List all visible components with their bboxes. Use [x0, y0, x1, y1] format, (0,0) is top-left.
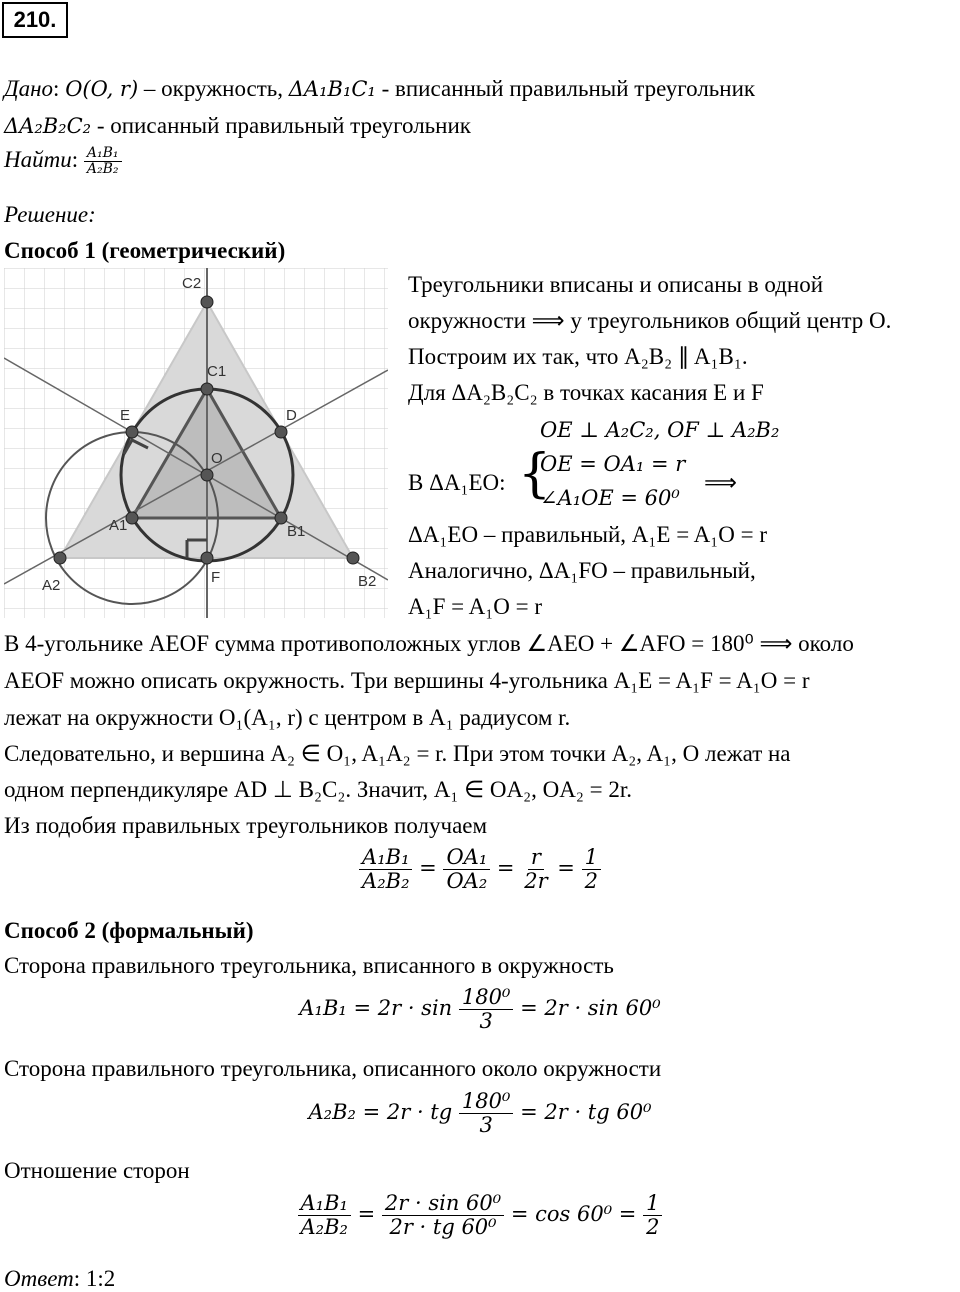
m2-eq2-num: 180⁰: [459, 1090, 514, 1114]
point-d: [275, 426, 287, 438]
m1-text-4: OE ⊥ A₂C₂, OF ⊥ A₂B₂: [540, 418, 780, 442]
m1-text-10: Аналогично, ΔA₁FO – правильный,: [408, 558, 756, 583]
point-c1: [201, 383, 213, 395]
fig-label-e: E: [120, 407, 131, 424]
solution-label-text: Решение: [4, 202, 89, 227]
m1-text-5: В ΔA₁EO:: [408, 470, 506, 495]
m2-eq1-lhs: A₁B₁ = 2r · sin: [299, 996, 453, 1021]
find-fraction: [84, 146, 122, 178]
m2-eq2-den: 3: [479, 1113, 493, 1138]
given-inscribed-desc: - вписанный правильный треугольник: [381, 76, 756, 101]
fig-label-f: F: [211, 569, 221, 586]
system-brace: {: [518, 444, 552, 504]
find-line: Найти: $\frac{\text{A₁B₁}}{\text{A₂B₂}}$: [4, 146, 122, 178]
m2-line-3: Отношение сторон: [4, 1158, 190, 1183]
fig-label-a1: A1: [109, 517, 128, 534]
m2-equation-1: [0, 986, 960, 1033]
m2-eq1-rhs: = 2r · sin 60⁰: [520, 996, 661, 1021]
m1-text-2: Построим их так, что A₂B₂ ∥ A₁B₁.: [408, 344, 748, 369]
m2-equation-3: $\frac{\text{A₁B₁}}{\text{A₂B₂}}$ = $\frac{\text{2r · sin 60⁰}}{\text{2r · tg 60⁰}}$ = cos 60⁰ = $\frac{1}{2}$: [0, 1192, 960, 1239]
given-inscribed-tri: ΔA₁B₁C₁: [288, 77, 376, 101]
point-b1: [275, 512, 287, 524]
m2-line-1: Сторона правильного треугольника, вписанного в окружность: [4, 953, 614, 978]
eq1-frac3-den: 2r: [524, 869, 548, 894]
m1-para-5: Из подобия правильных треугольников получаем: [4, 813, 488, 838]
m1-text-1: окружности ⟹ у треугольников общий центр O.: [408, 308, 892, 333]
point-b2: [347, 552, 359, 564]
m1-para-0: В 4-угольнике AEOF сумма противоположных углов ∠AEO + ∠AFO = 180⁰ ⟹ около: [4, 631, 854, 656]
given-circumscribed-desc: - описанный правильный треугольник: [96, 113, 471, 138]
given-circle-desc: – окружность,: [143, 76, 284, 101]
given-label: Дано: [4, 76, 54, 101]
m1-text-6: OE = OA₁ = r: [540, 452, 686, 476]
problem-number: 210.: [2, 2, 68, 38]
m2-eq3-mid: = cos 60⁰ =: [510, 1202, 637, 1227]
point-o: [201, 469, 213, 481]
m2-equation-2: [0, 1090, 960, 1137]
solution-label: Решение:: [4, 202, 96, 227]
m2-eq3-frac3-den: 2: [646, 1215, 660, 1240]
answer-label: Ответ: [4, 1266, 74, 1291]
m1-text-3: Для ΔA₂B₂C₂ в точках касания E и F: [408, 380, 764, 405]
find-num: A₁B₁: [84, 146, 122, 162]
m1-para-3: Следовательно, и вершина A₂ ∈ O₁, A₁A₂ = r. При этом точки A₂, A₁, O лежат на: [4, 741, 791, 766]
m2-eq3-frac2-num: 2r · sin 60⁰: [382, 1192, 504, 1216]
fig-label-o: O: [211, 450, 223, 467]
m2-eq3-frac3-num: 1: [643, 1192, 662, 1216]
eq1-frac1-den: A₂B₂: [362, 869, 410, 894]
method1-title: Способ 1 (геометрический): [4, 238, 286, 263]
m1-text-7: ∠A₁OE = 60⁰: [540, 486, 680, 510]
eq1-frac4-den: 2: [584, 869, 598, 894]
point-a2: [54, 552, 66, 564]
eq1-frac2-num: OA₁: [443, 846, 490, 870]
point-e: [126, 426, 138, 438]
m2-eq1-num: 180⁰: [459, 986, 514, 1010]
geometry-figure: [4, 268, 388, 618]
m2-line-2: Сторона правильного треугольника, описанного около окружности: [4, 1056, 662, 1081]
m1-text-0: Треугольники вписаны и описаны в одной: [408, 272, 824, 297]
m1-text-11: A₁F = A₁O = r: [408, 594, 542, 619]
answer-line: [4, 1266, 115, 1292]
m1-para-2: лежат на окружности O₁(A₁, r) с центром в A₁ радиусом r.: [4, 705, 571, 730]
m2-eq3-frac1-num: A₁B₁: [298, 1192, 351, 1216]
fig-label-b2: B2: [358, 573, 377, 590]
given-circumscribed-tri: ΔA₂B₂C₂: [4, 114, 92, 138]
eq1-frac3-num: r: [528, 846, 544, 870]
method2-title: Способ 2 (формальный): [4, 918, 254, 943]
answer-value: : 1:2: [73, 1266, 116, 1291]
m2-eq2-lhs: A₂B₂ = 2r · tg: [308, 1100, 453, 1125]
m1-equation: $\frac{\text{A₁B₁}}{\text{A₂B₂}}$ = $\frac{\text{OA₁}}{\text{OA₂}}$ = $\frac{r}{2r}$ = $\frac{1}{2}$: [0, 846, 960, 893]
m2-eq2-rhs: = 2r · tg 60⁰: [520, 1100, 652, 1125]
point-f: [201, 552, 213, 564]
m2-eq3-frac1-den: A₂B₂: [300, 1215, 348, 1240]
fig-label-b1: B1: [287, 523, 306, 540]
eq1-frac1-num: A₁B₁: [359, 846, 412, 870]
find-den: A₂B₂: [86, 161, 119, 178]
fig-label-c1: C1: [207, 363, 227, 380]
m1-para-4: одном перпендикуляре AD ⊥ B₂C₂. Значит, A₁ ∈ OA₂, OA₂ = 2r.: [4, 777, 632, 802]
given-line-1: Дано: O(O, r) – окружность, ΔA₁B₁C₁ - вписанный правильный треугольник: [4, 76, 756, 101]
m2-eq3-frac2-den: 2r · tg 60⁰: [389, 1215, 497, 1240]
fig-label-d: D: [286, 407, 297, 424]
fig-label-a2: A2: [42, 577, 61, 594]
given-circle: O(O, r): [65, 77, 139, 101]
m1-text-9: ΔA₁EO – правильный, A₁E = A₁O = r: [408, 522, 768, 547]
point-a1: [126, 512, 138, 524]
m1-text-8: ⟹: [704, 470, 737, 495]
m1-para-1: AEOF можно описать окружность. Три вершины 4-угольника A₁E = A₁F = A₁O = r: [4, 668, 810, 693]
point-c2: [201, 296, 213, 308]
m2-eq1-den: 3: [479, 1009, 493, 1034]
fig-label-c2: C2: [182, 275, 202, 292]
eq1-frac2-den: OA₂: [446, 869, 488, 894]
given-line-2: [4, 113, 471, 139]
find-label: Найти: [4, 147, 72, 173]
eq1-frac4-num: 1: [582, 846, 601, 870]
